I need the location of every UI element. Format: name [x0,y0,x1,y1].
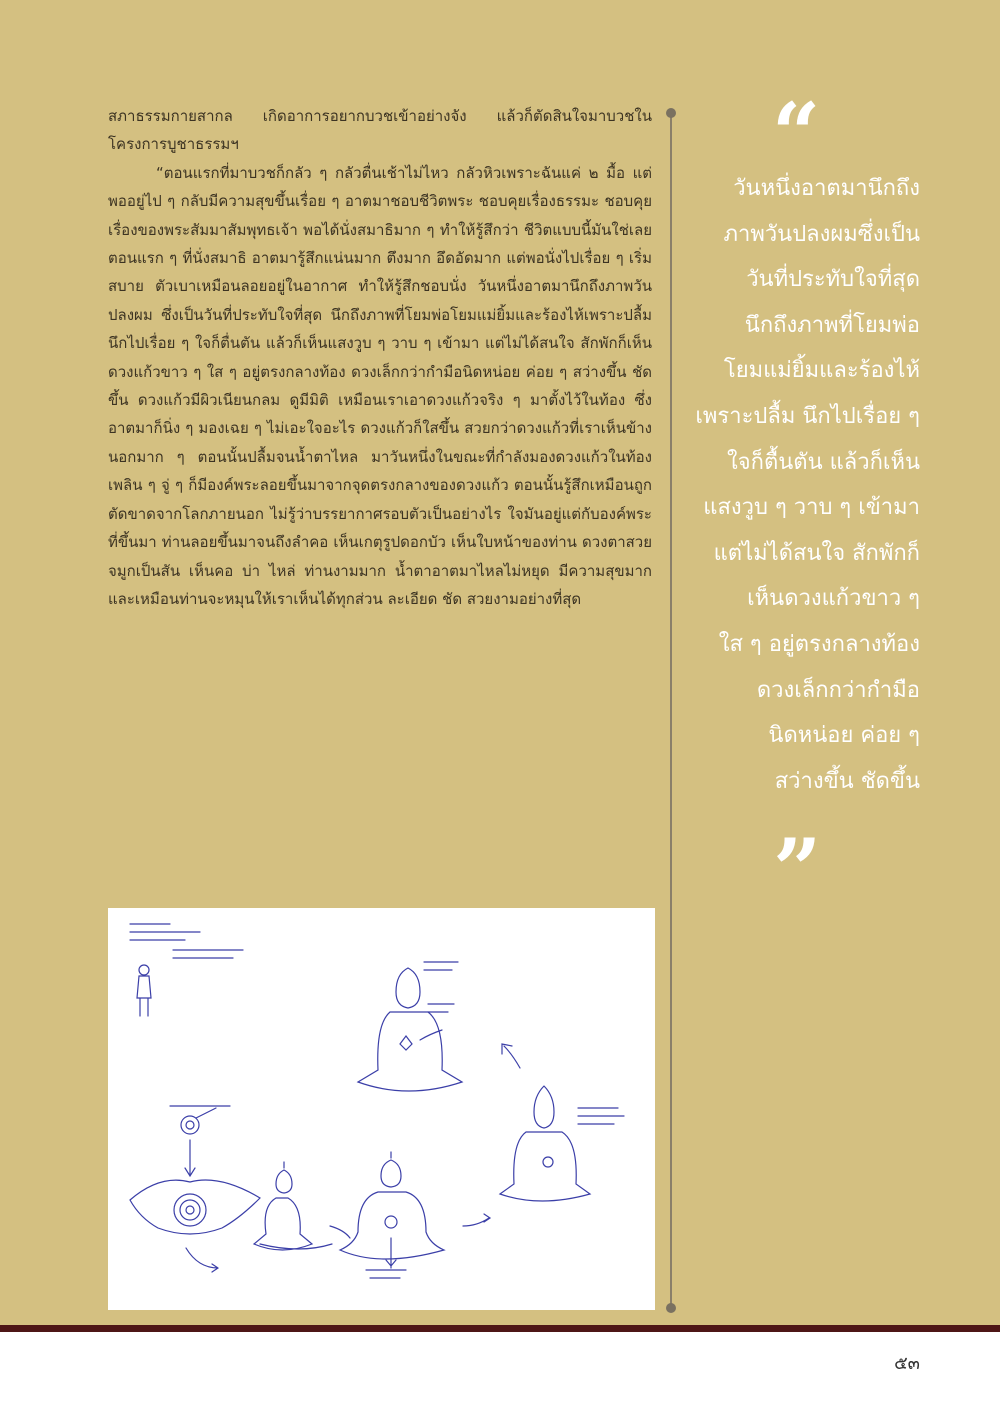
divider-top-dot-icon [666,108,676,118]
pull-quote-line: สว่างขึ้น ชัดขึ้น [774,768,920,794]
column-divider [670,113,672,1308]
pull-quote-line: ดวงเล็กกว่ากำมือ [756,677,920,703]
paragraph-2: “ตอนแรกที่มาบวชก็กลัว ๆ กลัวตื่นเช้าไม่ไหว กลัวหิวเพราะฉันแค่ ๒ มื้อ แต่พออยู่ไป ๆ กลับมีความสุขขึ้นเรื่อย ๆ อาตมาชอบชีวิตพระ ชอบคุยเรื่องธรรมะ ชอบคุยเรื่องของพระสัมมาสัมพุทธเจ้า พอได้นั่งสมาธิมาก ๆ ทำให้รู้สึกว่า ชีวิตแบบนี้มันใช่เลย ตอนแรก ๆ ที่นั่งสมาธิ อาตมารู้สึกแน่นมาก ตึงมาก อึดอัดมาก แต่พอนั่งไปเรื่อย ๆ เริ่มสบาย ตัวเบาเหมือนลอยอยู่ในอากาศ ทำให้รู้สึกชอบนั่ง วันหนึ่งอาตมานึกถึงภาพวันปลงผม ซึ่งเป็นวันที่ประทับใจที่สุด นึกถึงภาพที่โยมพ่อโยมแม่ยิ้มและร้องไห้เพราะปลื้ม นึกไปเรื่อย ๆ ใจก็ตื่นตัน แล้วก็เห็นแสงวูบ ๆ วาบ ๆ เข้ามา แต่ไม่ได้สนใจ สักพักก็เห็นดวงแก้วขาว ๆ ใส ๆ อยู่ตรงกลางท้อง ดวงเล็กกว่ากำมือนิดหน่อย ค่อย ๆ สว่างขึ้น ชัดขึ้น ดวงแก้วมีผิวเนียนกลม ดูมีมิติ เหมือนเราเอาดวงแก้วจริง ๆ มาตั้งไว้ในท้อง ซึ่งอาตมาก็นิ่ง ๆ มองเฉย ๆ ไม่เอะใจอะไร ดวงแก้วก็ใสขึ้น สวยกว่าดวงแก้วที่เราเห็นข้างนอกมาก ๆ ตอนนั้นปลื้มจนน้ำตาไหล มาวันหนึ่งในขณะที่กำลังมองดวงแก้วในท้องเพลิน ๆ จู่ ๆ ก็มีองค์พระลอยขึ้นมาจากจุดตรงกลางของดวงแก้ว ตอนนั้นรู้สึกเหมือนถูกตัดขาดจากโลกภายนอก ไม่รู้ว่าบรรยากาศรอบตัวเป็นอย่างไร ใจมันอยู่แต่กับองค์พระที่ขึ้นมา ท่านลอยขึ้นมาจนถึงลำคอ เห็นเกตุรูปดอกบัว เห็นใบหน้าของท่าน ดวงตาสวย จมูกเป็นสัน เห็นคอ บ่า ไหล่ ท่านงามมาก น้ำตาอาตมาไหลไม่หยุด มีความสุขมากและเหมือนท่านจะหมุนให้เราเห็นได้ทุกส่วน ละเอียด ชัด สวยงามอย่างที่สุด [108,163,652,608]
page-number: ๕๓ [894,1353,920,1374]
pull-quote-line: ภาพวันปลงผมซึ่งเป็น [723,221,920,247]
pull-quote-line: โยมแม่ยิ้มและร้องไห้ [723,358,920,384]
pull-quote-line: แต่ไม่ได้สนใจ สักพักก็ [713,540,920,566]
pull-quote [676,166,920,804]
pull-quote-line: เห็นดวงแก้วขาว ๆ [747,586,920,612]
pull-quote-line: วันที่ประทับใจที่สุด [746,267,920,293]
pull-quote-line: ใจก็ตื้นตัน แล้วก็เห็น [727,449,920,475]
article-body [108,102,652,613]
pull-quote-line: นิดหน่อย ค่อย ๆ [768,723,920,749]
meditation-sketch-drawing [108,908,655,1310]
pull-quote-line: วันหนึ่งอาตมานึกถึง [733,176,920,201]
open-quote-icon: “ [772,84,821,183]
footer-bar [0,1325,1000,1332]
pull-quote-line: ใส ๆ อยู่ตรงกลางท้อง [718,631,920,657]
pull-quote-line: นึกถึงภาพที่โยมพ่อ [744,312,920,338]
paragraph-1: สภาธรรมกายสากล เกิดอาการอยากบวชเข้าอย่างจัง แล้วก็ตัดสินใจมาบวชในโครงการบูชาธรรมฯ [108,107,652,154]
meditation-sketch-image [108,908,655,1310]
pull-quote-line: เพราะปลื้ม นึกไปเรื่อย ๆ [695,403,920,429]
pull-quote-line: แสงวูบ ๆ วาบ ๆ เข้ามา [703,495,920,521]
close-quote-icon: ” [773,820,822,919]
divider-bottom-dot-icon [666,1303,676,1313]
